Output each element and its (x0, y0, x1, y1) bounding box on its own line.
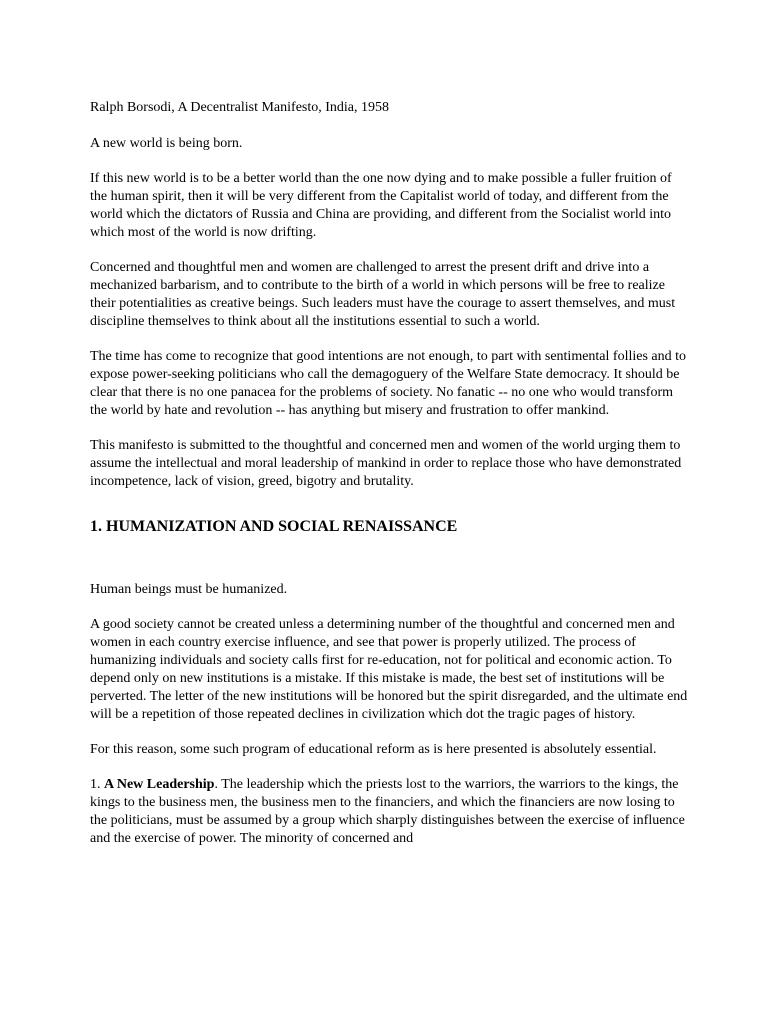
item-number: 1. (90, 777, 104, 792)
section-paragraph-2: A good society cannot be created unless a determining number of the thoughtful and concerned men and women in each country exercise influence, and see that power is properly utilized. The process of humanizing individuals and society calls first for re-education, not for political and economic action. To depend only on new institutions is a mistake. If this mistake is made, the best set of institutions will be perverted. The letter of the new institutions will be honored but the spirit disregarded, and the ultimate end will be a repetition of those repeated declines in civilization which dot the tragic pages of history. (90, 617, 688, 722)
intro-paragraph-1: A new world is being born. (90, 136, 243, 151)
document-page (90, 99, 690, 865)
section-heading: 1. HUMANIZATION AND SOCIAL RENAISSANCE (90, 518, 458, 535)
intro-paragraph-3: Concerned and thoughtful men and women are challenged to arrest the present drift and drive into a mechanized barbarism, and to contribute to the birth of a world in which persons will be free to realize their potentialities as creative beings. Such leaders must have the courage to assert themselves, and must discipline themselves to think about all the institutions essential to such a world. (90, 260, 676, 329)
section-paragraph-3: For this reason, some such program of educational reform as is here presented is absolutely essential. (90, 742, 657, 757)
intro-paragraph-5: This manifesto is submitted to the thoughtful and concerned men and women of the world urging them to assume the intellectual and moral leadership of mankind in order to replace those who have demonstrated incompetence, lack of vision, greed, bigotry and brutality. (90, 438, 682, 489)
intro-paragraph-2: If this new world is to be a better world than the one now dying and to make possible a fuller fruition of the human spirit, then it will be very different from the Capitalist world of today, and different from the world which the dictators of Russia and China are providing, and different from the Socialist world into which most of the world is now drifting. (90, 171, 672, 240)
section-paragraph-1: Human beings must be humanized. (90, 582, 288, 597)
item-text: . The leadership which the priests lost to the warriors, the warriors to the kings, the kings to the business men, the business men to the financiers, and which the financiers are now losing to the politicians, must be assumed by a group which sharply distinguishes between the exercise of influence and the exercise of power. The minority of concerned and (90, 777, 685, 846)
intro-paragraph-4: The time has come to recognize that good intentions are not enough, to part with sentimental follies and to expose power-seeking politicians who call the demagoguery of the Welfare State democracy. It should be clear that there is no one panacea for the problems of society. No fanatic -- no one who would transform the world by hate and revolution -- has anything but misery and frustration to offer mankind. (90, 349, 687, 418)
numbered-item-1 (90, 776, 690, 848)
item-heading: A New Leadership (104, 777, 215, 792)
document-title: Ralph Borsodi, A Decentralist Manifesto, India, 1958 (90, 100, 390, 115)
